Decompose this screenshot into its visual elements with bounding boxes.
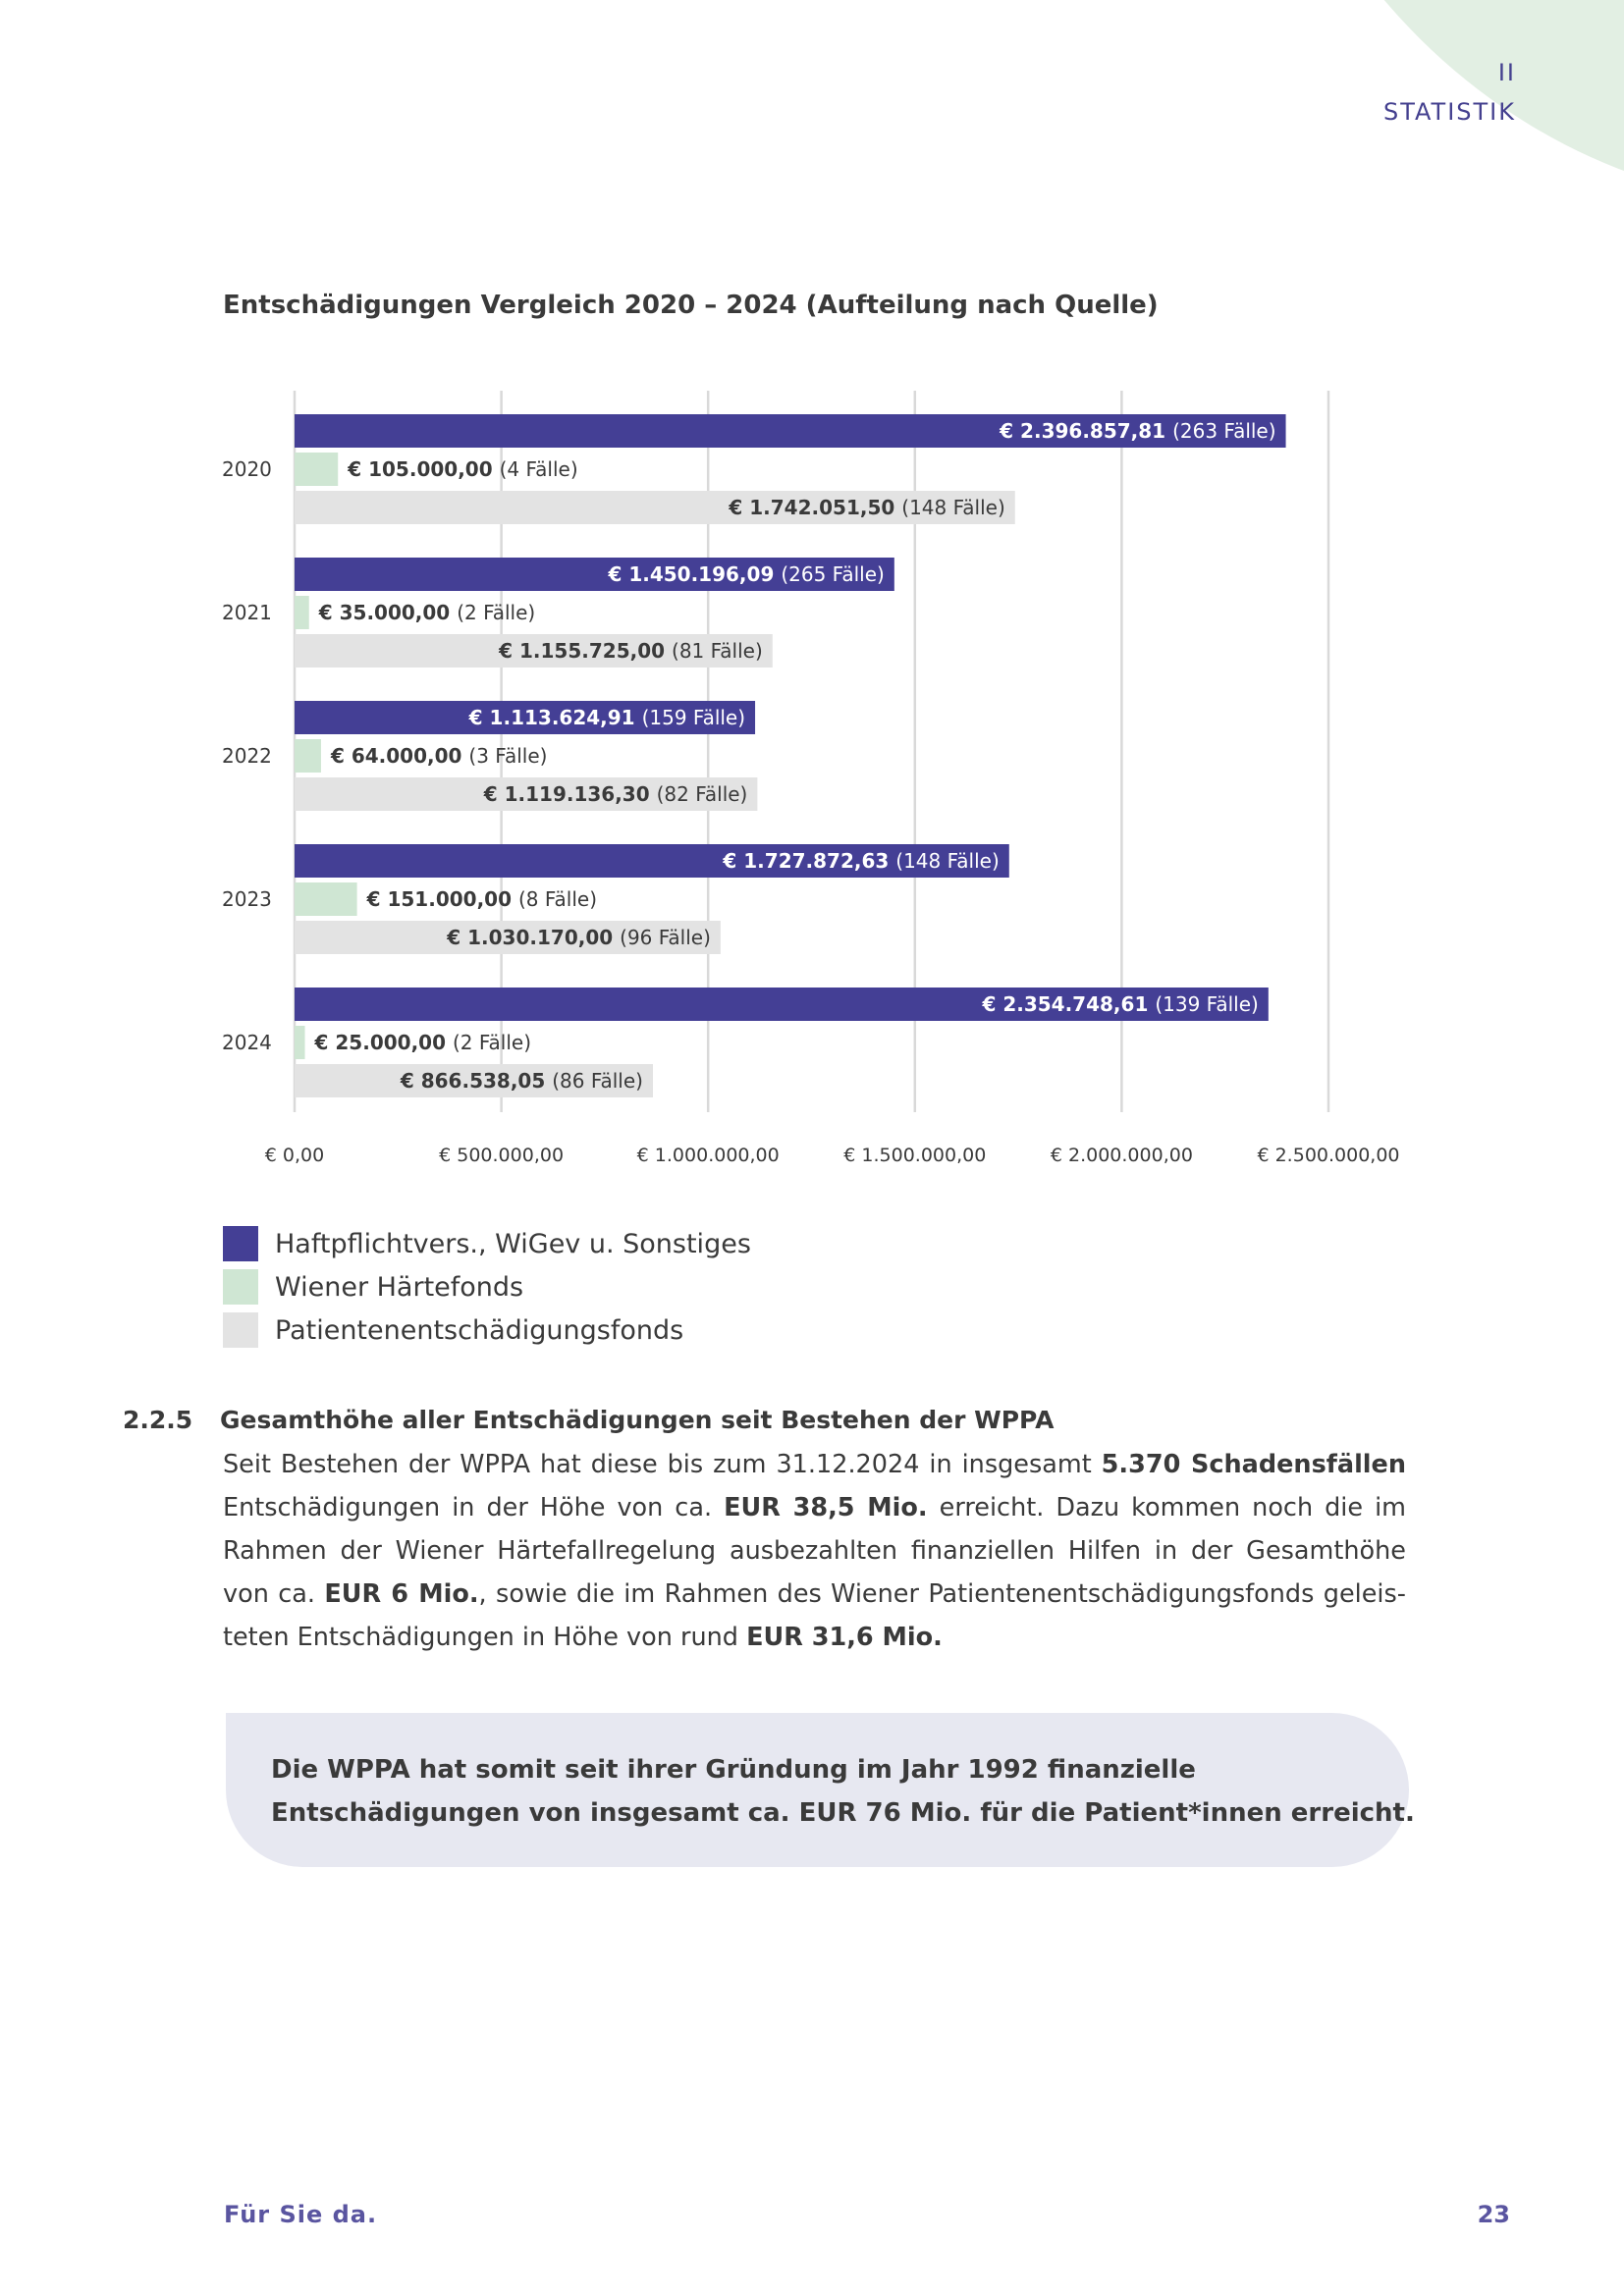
data-label-amount: € 2.354.748,61 <box>982 992 1156 1016</box>
data-label <box>318 601 535 624</box>
data-label-amount: € 1.030.170,00 <box>447 926 621 949</box>
data-label <box>728 496 1004 519</box>
data-label-amount: € 1.119.136,30 <box>483 782 657 806</box>
x-tick-label: € 2.500.000,00 <box>1257 1145 1400 1166</box>
data-label-amount: € 866.538,05 <box>400 1069 553 1093</box>
data-label-amount: € 2.396.857,81 <box>1000 419 1173 443</box>
bar <box>295 882 357 916</box>
section-number: II <box>1497 59 1516 86</box>
bar <box>295 596 309 629</box>
data-label-cases: (81 Fälle) <box>672 639 763 663</box>
x-tick-label: € 1.000.000,00 <box>636 1145 780 1166</box>
text-run: erreicht. Dazu kommen noch die im Rahmen der Wiener Härtefallregelung ausbezahlten finanziellen Hilfen in der Gesamthöhe von ca. <box>223 1493 1406 1609</box>
data-label <box>498 639 763 663</box>
section-name: STATISTIK <box>1382 98 1516 126</box>
data-label-amount: € 1.450.196,09 <box>608 562 782 586</box>
data-label-cases: (8 Fälle) <box>517 887 598 911</box>
data-label-cases: (139 Fälle) <box>1155 992 1259 1016</box>
x-tick-label: € 1.500.000,00 <box>843 1145 987 1166</box>
bar <box>295 453 338 486</box>
bold-run: 5.370 Schadensfällen <box>1101 1450 1406 1479</box>
data-label-cases: (148 Fälle) <box>901 496 1005 519</box>
data-label-amount: € 151.000,00 <box>366 887 518 911</box>
data-label-cases: (263 Fälle) <box>1172 419 1276 443</box>
legend-item-haftpflicht <box>223 1222 751 1265</box>
x-tick-label: € 0,00 <box>264 1145 325 1166</box>
y-category-label: 2021 <box>222 601 272 624</box>
data-label-amount: € 35.000,00 <box>318 601 458 624</box>
data-label-cases: (96 Fälle) <box>620 926 711 949</box>
data-label <box>999 419 1275 443</box>
data-label <box>483 782 748 806</box>
legend-item-patientenfonds <box>223 1308 751 1352</box>
x-tick-label: € 2.000.000,00 <box>1050 1145 1193 1166</box>
data-label-cases: (148 Fälle) <box>895 849 1000 873</box>
footer-tagline: Für Sie da. <box>224 2201 378 2228</box>
data-label-amount: € 105.000,00 <box>348 457 500 481</box>
y-category-label: 2023 <box>222 887 272 911</box>
data-label <box>366 887 597 911</box>
legend-label: Haftpflichtvers., WiGev u. Sonstiges <box>275 1228 751 1259</box>
text-run: Entschädigungen in der Höhe von ca. <box>223 1493 725 1522</box>
legend-item-haertefonds <box>223 1265 751 1308</box>
data-label-cases: (4 Fälle) <box>499 457 578 481</box>
bold-run: EUR 31,6 Mio. <box>746 1623 943 1652</box>
text-run: Seit Bestehen der WPPA hat diese bis zum 31.12.2024 in insgesamt <box>223 1450 1102 1479</box>
y-category-label: 2024 <box>222 1031 272 1054</box>
legend-label: Wiener Härtefonds <box>275 1271 524 1303</box>
data-label <box>314 1031 531 1054</box>
data-label-cases: (82 Fälle) <box>656 782 748 806</box>
x-tick-label: € 500.000,00 <box>439 1145 565 1166</box>
legend-swatch <box>223 1312 258 1348</box>
text-run: , sowie die im Rahmen des Wiener Patientenentschädigungsfonds geleisteten Entschädigungen in Höhe von rund <box>223 1579 1406 1652</box>
bold-run: EUR 38,5 Mio. <box>724 1493 928 1522</box>
summary-callout <box>226 1713 1415 1867</box>
data-label <box>330 744 547 768</box>
data-label-cases: (86 Fälle) <box>552 1069 643 1093</box>
data-label-cases: (2 Fälle) <box>452 1031 532 1054</box>
data-label <box>722 849 999 873</box>
data-label-amount: € 1.155.725,00 <box>499 639 673 663</box>
data-label <box>400 1069 643 1093</box>
y-category-label: 2022 <box>222 744 272 768</box>
data-label-amount: € 1.113.624,91 <box>468 706 642 729</box>
callout-line: Entschädigungen von insgesamt ca. EUR 76 Mio. für die Patient*innen erreicht. <box>271 1798 1415 1828</box>
bar <box>295 1026 305 1059</box>
bold-run: EUR 6 Mio. <box>324 1579 479 1609</box>
data-label-amount: € 25.000,00 <box>314 1031 453 1054</box>
legend-label: Patientenentschädigungsfonds <box>275 1314 684 1346</box>
y-category-label: 2020 <box>222 457 272 481</box>
data-label-cases: (3 Fälle) <box>468 744 548 768</box>
subsection-title: Gesamthöhe aller Entschädigungen seit Bestehen der WPPA <box>220 1406 1055 1434</box>
data-label <box>347 457 577 481</box>
page-number: 23 <box>1477 2201 1510 2228</box>
data-label <box>468 706 745 729</box>
callout-line: Die WPPA hat somit seit ihrer Gründung im Jahr 1992 finanzielle <box>271 1755 1196 1785</box>
chart-legend <box>223 1222 751 1352</box>
data-label-amount: € 1.742.051,50 <box>729 496 902 519</box>
data-label-cases: (2 Fälle) <box>457 601 536 624</box>
data-label-cases: (159 Fälle) <box>641 706 746 729</box>
bar <box>295 739 321 773</box>
data-label <box>981 992 1258 1016</box>
data-label <box>607 562 884 586</box>
data-label <box>446 926 711 949</box>
chart-title: Entschädigungen Vergleich 2020 – 2024 (Aufteilung nach Quelle) <box>223 291 1159 320</box>
body-paragraph <box>223 1443 1406 1659</box>
legend-swatch <box>223 1269 258 1305</box>
data-label-amount: € 64.000,00 <box>330 744 469 768</box>
legend-swatch <box>223 1226 258 1261</box>
data-label-cases: (265 Fälle) <box>781 562 885 586</box>
data-label-amount: € 1.727.872,63 <box>723 849 896 873</box>
subsection-number: 2.2.5 <box>123 1406 193 1434</box>
